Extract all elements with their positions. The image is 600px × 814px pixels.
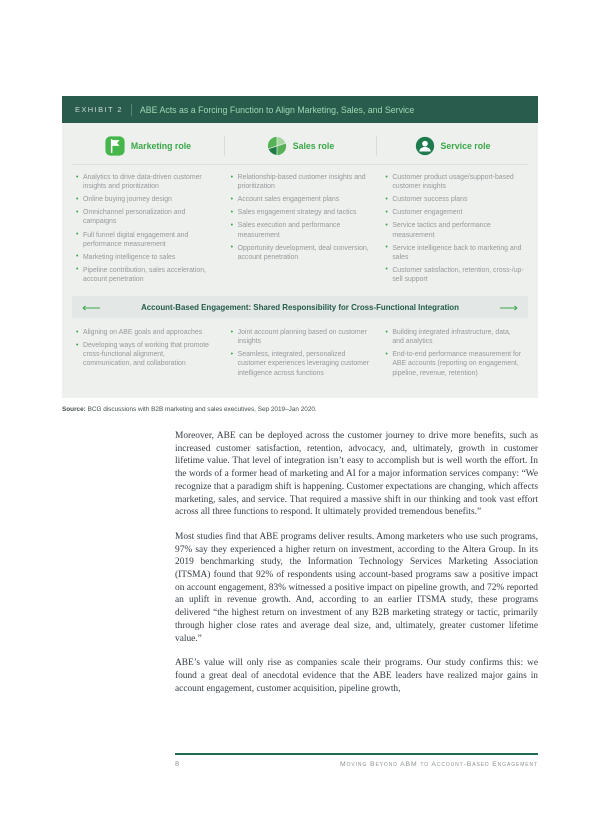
- body-text-column: [175, 430, 538, 695]
- running-title: Moving Beyond ABM to Account-Based Engagement: [340, 761, 538, 768]
- role-bullet: • Opportunity development, deal conversion, account penetration: [231, 244, 370, 262]
- role-bullet: • Service tactics and performance measurement: [385, 221, 524, 239]
- shared-bullet: • Building integrated infrastructure, data, and analytics: [385, 328, 524, 346]
- shared-bullet: • Seamless, integrated, personalized customer experiences leveraging customer intelligence across functions: [231, 350, 370, 377]
- shared-bullet: • Joint account planning based on customer insights: [231, 328, 370, 346]
- role-bullet: • Analytics to drive data-driven customer insights and prioritization: [76, 173, 215, 191]
- shared-bullet: • Developing ways of working that promote cross-functional alignment, communication, and collaboration: [76, 341, 215, 368]
- band-title: Account-Based Engagement: Shared Responsibility for Cross-Functional Integration: [141, 302, 459, 312]
- shared-bullet-columns: [72, 320, 528, 388]
- exhibit-label-divider: [131, 104, 132, 116]
- role-bullet: • Relationship-based customer insights and prioritization: [231, 173, 370, 191]
- role-bullet: • Customer success plans: [385, 195, 524, 204]
- source-note: [62, 406, 538, 413]
- page-number: 8: [175, 759, 179, 768]
- body-paragraph: Moreover, ABE can be deployed across the customer journey to drive more benefits, such as increased customer satisfaction, retention, advocacy, and, ultimately, growth in customer lifetime value. That level of integration isn’t easy to accomplish but is well worth the effort. In the words of a former head of marketing and AI for a major information services company: “We recognize that a paradigm shift is happening. Customer expectations are changing, which affects marketing, sales, and service. That required a massive shift in our thinking and took vast effort across all three functions to respond. It ultimately provided tremendous benefits.”: [175, 431, 538, 518]
- sales-bullet-list: [231, 173, 370, 288]
- role-title: Service role: [440, 141, 491, 151]
- roles-header-row: [72, 129, 528, 165]
- page-footer: [175, 753, 538, 768]
- exhibit-title: ABE Acts as a Forcing Function to Align Marketing, Sales, and Service: [139, 104, 415, 115]
- role-bullet: • Online buying journey design: [76, 195, 215, 204]
- role-bullet: • Pipeline contribution, sales acceleration, account penetration: [76, 266, 215, 284]
- exhibit-header: [62, 96, 538, 123]
- role-title: Sales role: [292, 141, 335, 151]
- body-paragraph: ABE’s value will only rise as companies scale their programs. Our study confirms this: we found a great deal of anecdotal evidence that the ABE leaders have realized major gains in account engagement, customer acquisition, pipeline growth,: [175, 658, 538, 694]
- role-bullet: • Full funnel digital engagement and performance measurement: [76, 231, 215, 249]
- role-header-marketing: [72, 136, 224, 156]
- shared-bullet-list-2: [231, 328, 370, 382]
- role-bullet: • Customer satisfaction, retention, cross-/up-sell support: [385, 266, 524, 284]
- exhibit-panel: [62, 123, 538, 398]
- role-bullet: • Customer product usage/support-based customer insights: [385, 173, 524, 191]
- role-bullet: • Marketing intelligence to sales: [76, 253, 215, 262]
- source-label: Source:: [62, 405, 86, 413]
- marketing-bullet-list: [76, 173, 215, 288]
- role-title: Marketing role: [130, 141, 192, 151]
- marketing-role-icon: [105, 136, 125, 156]
- role-bullet: • Service intelligence back to marketing and sales: [385, 244, 524, 262]
- shared-bullet-list-3: [385, 328, 524, 382]
- right-arrow-icon: ⟶: [499, 299, 518, 315]
- service-role-icon: [415, 136, 435, 156]
- body-paragraph: Most studies find that ABE programs deliver results. Among marketers who use such programs, 97% say they experienced a higher return on investment, according to the Altera Group. In its 2019 benchmarking study, the Information Technology Services Marketing Association (ITSMA) found that 92% of respondents using account-based programs saw a positive impact on account engagement, 83% witnessed a positive impact on pipeline growth, and 72% reported an uplift in revenue growth. And, according to an earlier ITSMA study, these programs delivered “the highest return on investment of any B2B marketing strategy or tactic, primarily through higher close rates and average deal size, and, ultimately, greater customer lifetime value.”: [175, 531, 538, 644]
- role-bullet: • Account sales engagement plans: [231, 195, 370, 204]
- role-bullet-columns: [72, 165, 528, 294]
- role-bullet: • Sales execution and performance measurement: [231, 221, 370, 239]
- exhibit-2: [62, 96, 538, 413]
- shared-bullet: • Aligning on ABE goals and approaches: [76, 328, 215, 337]
- shared-responsibility-band: [72, 296, 528, 318]
- exhibit-label: EXHIBIT 2: [75, 105, 123, 114]
- shared-bullet-list-1: [76, 328, 215, 382]
- left-arrow-icon: ⟵: [82, 299, 101, 315]
- role-header-sales: [224, 136, 376, 156]
- role-bullet: • Sales engagement strategy and tactics: [231, 208, 370, 217]
- role-bullet: • Omnichannel personalization and campaigns: [76, 208, 215, 226]
- role-header-service: [376, 136, 528, 156]
- shared-bullet: • End-to-end performance measurement for ABE accounts (reporting on engagement, pipeline, revenue, retention): [385, 350, 524, 377]
- source-text: BCG discussions with B2B marketing and sales executives, Sep 2019–Jan 2020.: [87, 405, 317, 413]
- role-bullet: • Customer engagement: [385, 208, 524, 217]
- service-bullet-list: [385, 173, 524, 288]
- sales-role-icon: [267, 136, 287, 156]
